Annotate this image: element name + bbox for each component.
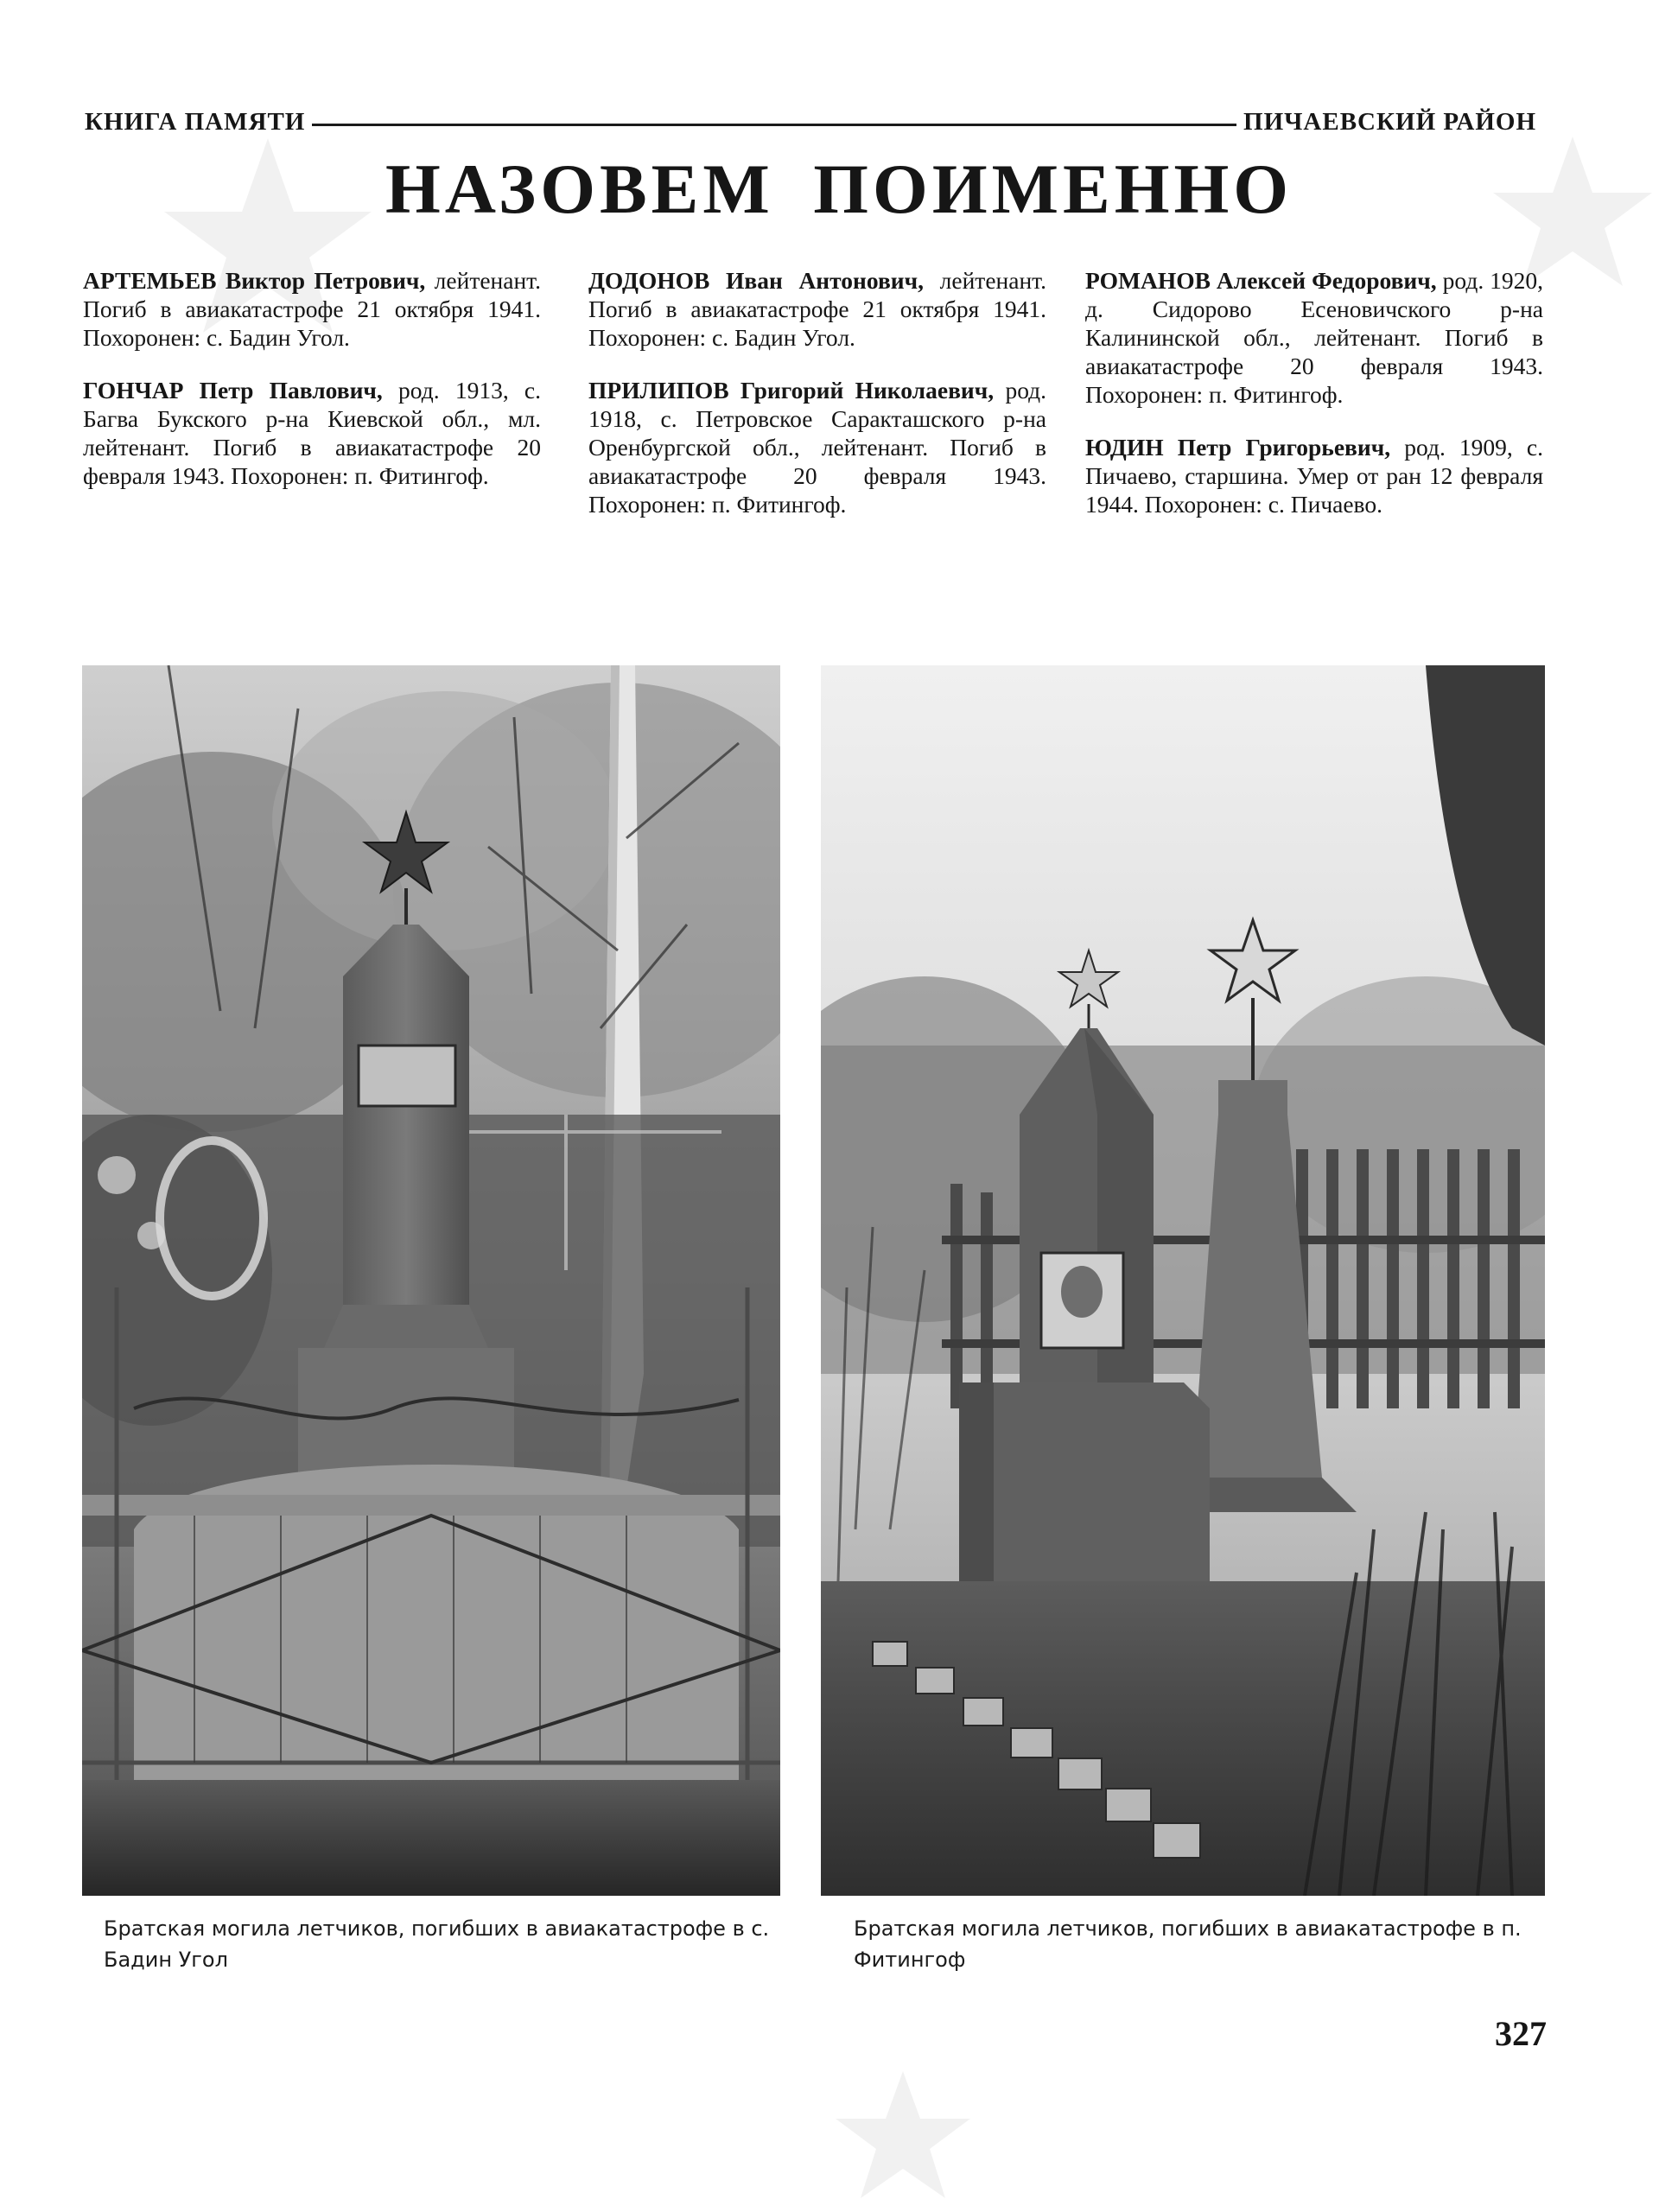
header-rule — [312, 124, 1236, 126]
entry-name: ДОДОНОВ Иван Антонович, — [588, 267, 925, 294]
entry — [83, 376, 541, 490]
running-header — [85, 102, 1536, 142]
entry-name: РОМАНОВ Алексей Федорович, — [1085, 267, 1437, 294]
entry-name: ПРИЛИПОВ Григорий Николаевич, — [588, 377, 995, 404]
watermark-star-icon — [829, 2065, 976, 2212]
entries-columns — [83, 266, 1544, 586]
entry-text: род. 1920, д. Сидорово Есеновичского р-на Калининской обл., лейтенант. Погиб в авиакатастрофе 20 февраля 1943. Похоронен: п. Фитингоф. — [1085, 267, 1544, 408]
book-title: КНИГА ПАМЯТИ — [85, 107, 306, 136]
photo-memorial-fitingof — [821, 665, 1545, 1896]
entry-text: род. 1918, с. Петровское Саракташского р-на Оренбургской обл., лейтенант. Погиб в авиакатастрофе 20 февраля 1943. Похоронен: п. Фитингоф. — [588, 377, 1047, 518]
entry — [1085, 266, 1543, 409]
photo-memorial-badin-ugol — [82, 665, 780, 1896]
entry-text: род. 1909, с. Пичаево, старшина. Умер от ран 12 февраля 1944. Похоронен: с. Пичаево. — [1085, 434, 1543, 518]
entry-text: лейтенант. Погиб в авиакатастрофе 21 октября 1941. Похоронен: с. Бадин Угол. — [83, 267, 542, 351]
entry — [83, 266, 541, 352]
entry — [588, 376, 1046, 518]
entries-column-2 — [588, 266, 1046, 543]
entry-name: АРТЕМЬЕВ Виктор Петрович, — [83, 267, 426, 294]
district-name: ПИЧАЕВСКИЙ РАЙОН — [1243, 107, 1536, 136]
entries-column-3 — [1085, 266, 1543, 543]
page-number: 327 — [1495, 2014, 1547, 2053]
memorial-photo-image — [82, 665, 780, 1896]
photo-caption-right: Братская могила летчиков, погибших в авиакатастрофе в п. Фитингоф — [854, 1916, 1522, 1972]
photo-caption-left: Братская могила летчиков, погибших в авиакатастрофе в с. Бадин Угол — [104, 1916, 770, 1972]
entry-text: лейтенант. Погиб в авиакатастрофе 21 октября 1941. Похоронен: с. Бадин Угол. — [588, 267, 1046, 351]
page-title: НАЗОВЕМ ПОИМЕННО — [385, 149, 1293, 228]
entry-name: ГОНЧАР Петр Павлович, — [83, 377, 383, 404]
entry — [1085, 433, 1543, 518]
entries-column-1 — [83, 266, 541, 514]
memorial-photo-image — [821, 665, 1545, 1896]
entry — [588, 266, 1046, 352]
entry-text: род. 1913, с. Багва Букского р-на Киевской обл., мл. лейтенант. Погиб в авиакатастрофе 20 февраля 1943. Похоронен: п. Фитингоф. — [83, 377, 541, 489]
entry-name: ЮДИН Петр Григорьевич, — [1085, 434, 1391, 461]
